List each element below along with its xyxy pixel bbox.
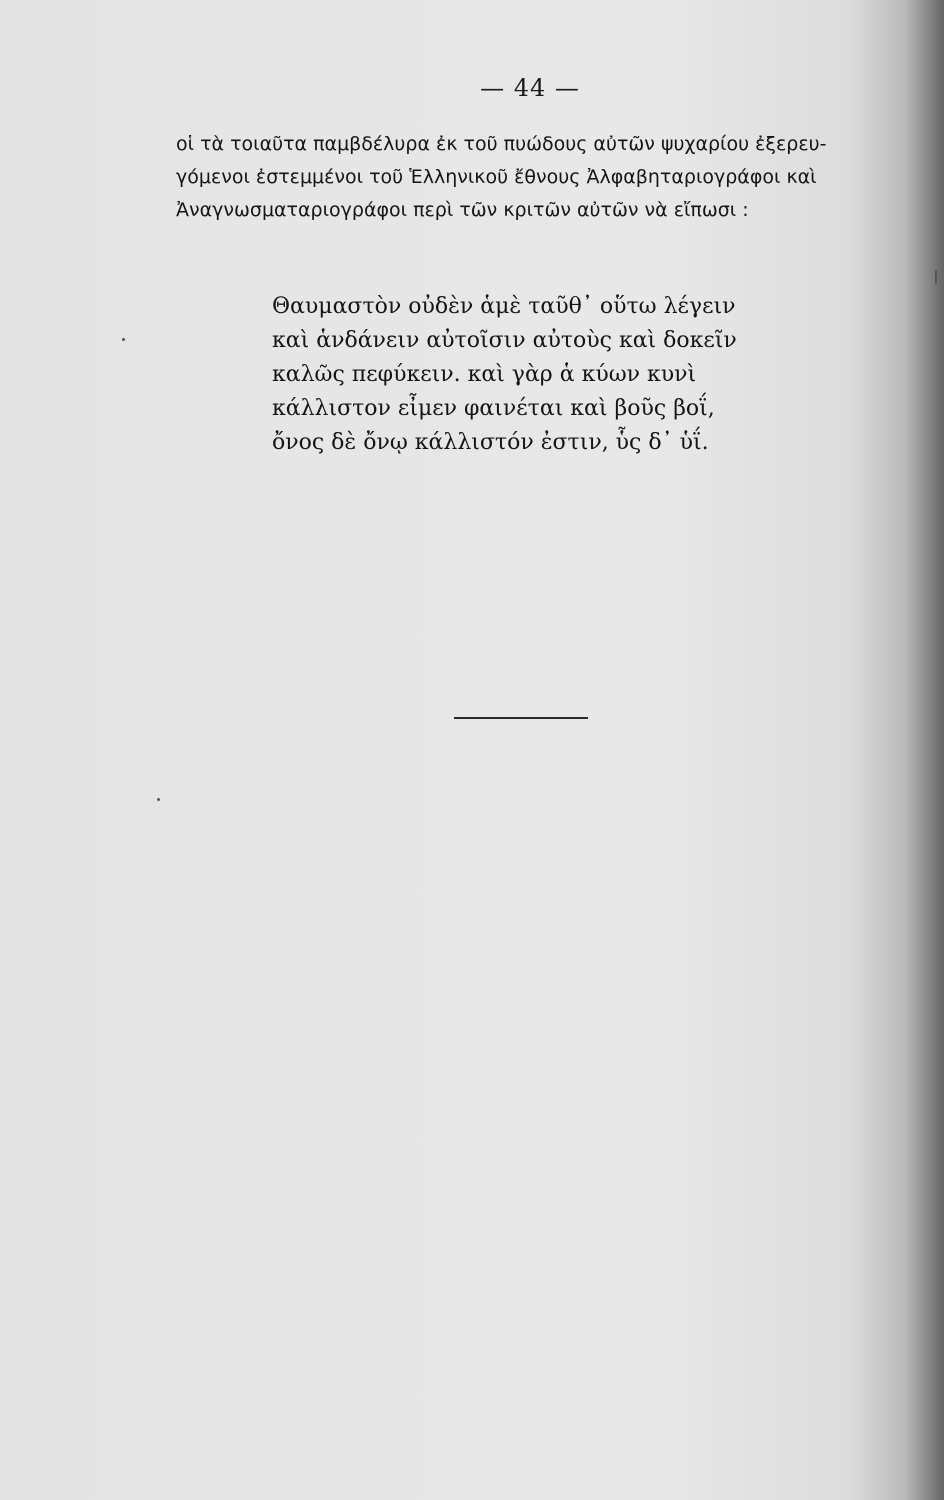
paper-speck bbox=[122, 338, 125, 341]
page-number: — 44 — bbox=[480, 74, 580, 102]
paper-mark bbox=[935, 270, 937, 284]
prose-paragraph bbox=[176, 128, 886, 227]
spine-shadow bbox=[904, 0, 944, 1500]
section-rule bbox=[454, 717, 588, 719]
prose-line: οἱ τὰ τοιαῦτα παμβδέλυρα ἐκ τοῦ πυώδους αὐτῶν ψυχαρίου ἐξερευ- bbox=[176, 133, 827, 155]
verse-line: Θαυμαστὸν οὐδὲν ἁμὲ ταῦθ᾽ οὕτω λέγειν bbox=[272, 294, 736, 319]
verse-line: κάλλιστον εἶμεν φαινέται καὶ βοῦς βοΐ, bbox=[272, 396, 715, 421]
verse-line: καὶ ἁνδάνειν αὐτοῖσιν αὐτοὺς καὶ δοκεῖν bbox=[272, 328, 737, 353]
prose-line: γόμενοι ἐστεμμένοι τοῦ Ἑλληνικοῦ ἔθνους Ἀλφαβηταριογράφοι καὶ bbox=[176, 166, 817, 188]
verse-line: ὄνος δὲ ὄνῳ κάλλιστόν ἐστιν, ὗς δ᾽ ὑΐ. bbox=[272, 430, 709, 455]
verse-quotation bbox=[272, 290, 792, 460]
paper-speck bbox=[157, 798, 160, 801]
verse-line: καλῶς πεφύκειν. καὶ γὰρ ἁ κύων κυνὶ bbox=[272, 362, 697, 387]
prose-line: Ἀναγνωσματαριογράφοι περὶ τῶν κριτῶν αὐτῶν νὰ εἴπωσι : bbox=[176, 199, 749, 221]
